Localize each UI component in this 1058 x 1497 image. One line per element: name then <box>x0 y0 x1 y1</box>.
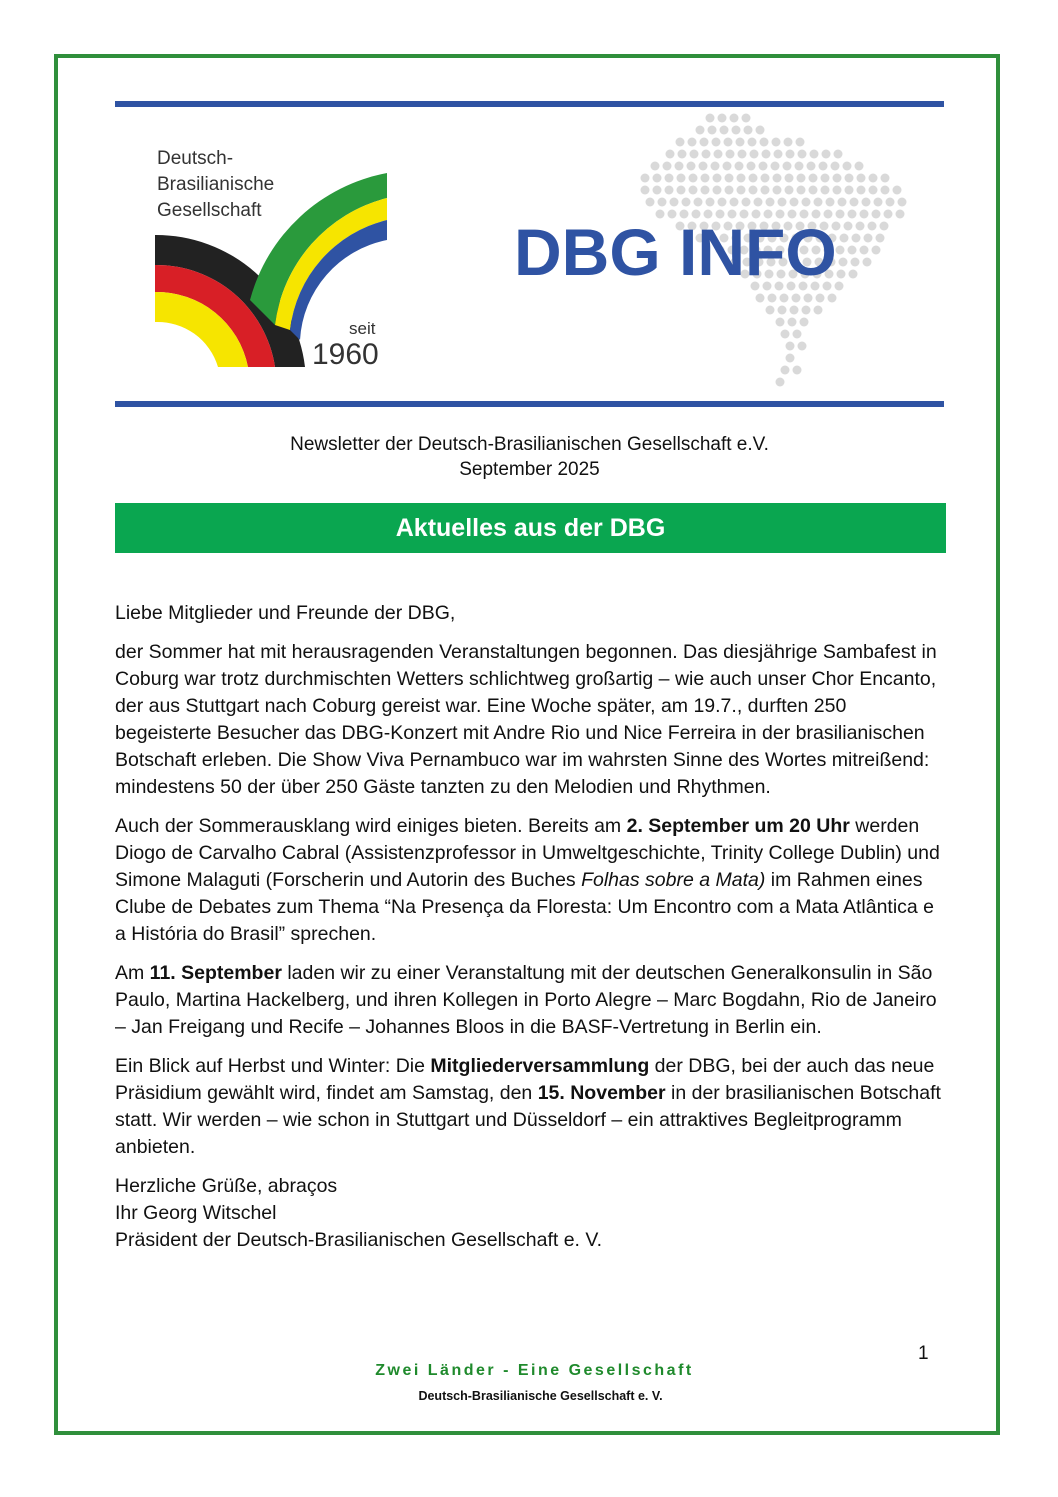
paragraph-1: der Sommer hat mit herausragenden Veranstaltungen begonnen. Das diesjährige Sambafest in Coburg war trotz durchmischten Wetters schlichtweg großartig – wie auch unser Chor Encanto, der aus Stuttgart nach Coburg gereist war. Eine Woche später, am 19.7., durften 250 begeisterte Besucher das DBG-Konzert mit Andre Rio und Nice Ferreira in der brasilianischen Botschaft erleben. Die Show Viva Pernambuco war im wahrsten Sinne des Wortes mitreißend: mindestens 50 der über 250 Gäste tanzten zu den Melodien und Rhythmen. <box>115 641 937 798</box>
logo-line-3: Gesellschaft <box>157 200 262 221</box>
greeting: Liebe Mitglieder und Freunde der DBG, <box>115 602 456 624</box>
p4-text-c: der DBG, bei der auch das neue Präsidium gewählt wird, findet am Samstag, den <box>115 1055 935 1104</box>
p3-text-c: laden wir zu einer Veranstaltung mit der deutschen Generalkonsulin in São Paulo, Martina Hackelberg, und ihren Kollegen in Porto Alegre – Marc Bogdahn, Rio de Janeiro – Jan Freigang und Recife – Johannes Bloos in die BASF-Vertretung in Berlin ein. <box>115 962 937 1038</box>
letter-body <box>115 600 947 1254</box>
logo-line-2: Brasilianische <box>157 174 275 195</box>
logo-year: 1960 <box>312 338 379 371</box>
page-number: 1 <box>918 1343 929 1364</box>
closing <box>115 1173 947 1254</box>
p3-text-a: Am <box>115 962 150 984</box>
p3-date: 11. September <box>149 962 282 984</box>
logo-line-1: Deutsch- <box>157 148 234 169</box>
closing-line-2: Ihr Georg Witschel <box>115 1202 277 1224</box>
paragraph-4 <box>115 1053 947 1161</box>
p2-text-e: im Rahmen eines Clube de Debates zum Thema “Na Presença da Floresta: Um Encontro com a Mata Atlântica e a História do Brasil” sprechen. <box>115 869 935 945</box>
p4-date: 15. November <box>537 1082 666 1104</box>
logo-seit: seit <box>349 319 376 338</box>
p4-text-e: in der brasilianischen Botschaft statt. Wir werden – wie schon in Stuttgart und Düsseldorf – ein attraktives Begleitprogramm anbieten. <box>115 1082 941 1158</box>
closing-line-1: Herzliche Grüße, abraços <box>115 1175 338 1197</box>
subtitle-line-1: Newsletter der Deutsch-Brasilianischen Gesellschaft e.V. <box>290 434 769 455</box>
p2-book-title: Folhas sobre a Mata) <box>581 869 766 891</box>
closing-line-3: Präsident der Deutsch-Brasilianischen Gesellschaft e. V. <box>115 1229 603 1251</box>
p4-text-a: Ein Blick auf Herbst und Winter: Die <box>115 1055 431 1077</box>
newsletter-title: DBG INFO <box>514 215 837 289</box>
paragraph-3 <box>115 960 947 1041</box>
paragraph-2 <box>115 813 947 948</box>
logo-wordmark <box>157 146 274 224</box>
subtitle-line-2: September 2025 <box>459 459 600 480</box>
header-bottom-rule <box>115 401 944 407</box>
section-banner: Aktuelles aus der DBG <box>115 503 946 553</box>
p2-date: 2. September um 20 Uhr <box>626 815 850 837</box>
p2-text-c: werden Diogo de Carvalho Cabral (Assistenzprofessor in Umweltgeschichte, Trinity College Dublin) und Simone Malaguti (Forscherin und Autorin des Buches <box>115 815 940 891</box>
footer-slogan: Zwei Länder - Eine Gesellschaft <box>375 1362 694 1379</box>
header-top-rule <box>115 101 944 107</box>
footer-org: Deutsch-Brasilianische Gesellschaft e. V. <box>418 1389 663 1403</box>
p2-text-a: Auch der Sommerausklang wird einiges bieten. Bereits am <box>115 815 627 837</box>
p4-event: Mitgliederversammlung <box>430 1055 650 1077</box>
